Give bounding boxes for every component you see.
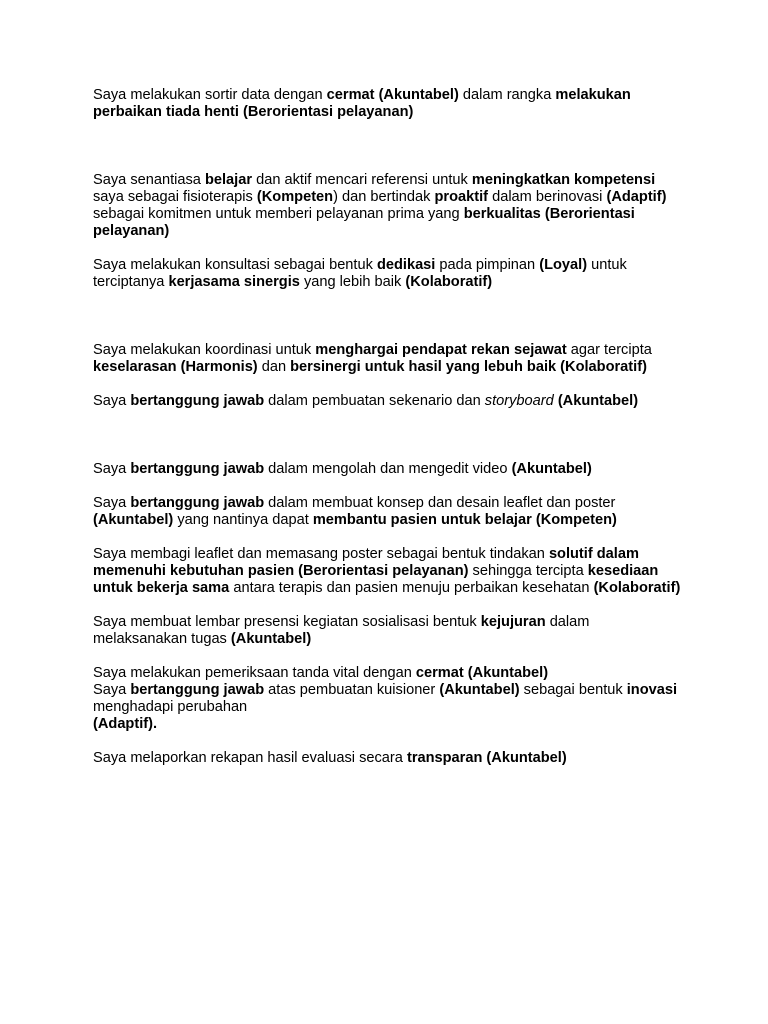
bold-text-run: bersinergi untuk hasil yang lebuh baik (Kolaboratif) <box>290 359 647 375</box>
bold-text-run: inovasi <box>626 682 678 698</box>
paragraph-kuisioner <box>93 682 683 716</box>
bold-text-run: kesediaan untuk bekerja sama <box>93 563 659 596</box>
text-run: Saya <box>93 393 131 409</box>
text-run: antara terapis dan pasien menuju perbaikan kesehatan <box>229 580 594 596</box>
text-run: dan <box>257 359 291 375</box>
text-run: Saya <box>93 682 131 698</box>
text-run: Saya melakukan konsultasi sebagai bentuk <box>93 257 377 273</box>
text-run: saya sebagai fisioterapis <box>93 189 257 205</box>
bold-text-run: keselarasan (Harmonis) <box>93 359 258 375</box>
paragraph-gap <box>93 733 683 750</box>
paragraph-membagi-leaflet <box>93 546 683 597</box>
bold-text-run: meningkatkan kompetensi <box>471 172 656 188</box>
bold-text-run: kerjasama sinergis <box>168 274 300 290</box>
bold-text-run: (Adaptif) <box>606 189 667 205</box>
paragraph-evaluasi <box>93 750 683 767</box>
text-run: agar tercipta <box>566 342 652 358</box>
paragraph-gap <box>93 648 683 665</box>
bold-text-run: bertanggung jawab <box>130 393 265 409</box>
text-run: Saya melaporkan rekapan hasil evaluasi secara <box>93 750 407 766</box>
italic-text-run: storyboard <box>484 393 554 409</box>
paragraph-belajar <box>93 172 683 240</box>
bold-text-run: (Akuntabel) <box>230 631 312 647</box>
text-run: dalam berinovasi <box>488 189 607 205</box>
text-run: yang lebih baik <box>299 274 406 290</box>
bold-text-run: (Kolaboratif) <box>405 274 493 290</box>
bold-text-run: berkualitas (Berorientasi pelayanan) <box>93 206 635 239</box>
paragraph-presensi <box>93 614 683 648</box>
text-run: dalam melaksanakan tugas <box>93 614 590 647</box>
text-run: ) dan bertindak <box>333 189 435 205</box>
bold-text-run: melakukan perbaikan tiada henti (Berorientasi pelayanan) <box>93 87 631 120</box>
text-run: dan aktif mencari referensi untuk <box>252 172 472 188</box>
bold-text-run: bertanggung jawab <box>130 682 265 698</box>
bold-text-run: (Akuntabel) <box>439 682 520 698</box>
paragraph-gap <box>93 376 683 393</box>
bold-text-run: bertanggung jawab <box>130 461 265 477</box>
bold-text-run: dedikasi <box>376 257 436 273</box>
text-run: Saya melakukan sortir data dengan <box>93 87 327 103</box>
text-run: pada pimpinan <box>435 257 540 273</box>
text-run: Saya <box>93 461 131 477</box>
bold-text-run: belajar <box>204 172 253 188</box>
text-run: Saya melakukan pemeriksaan tanda vital dengan <box>93 665 416 681</box>
paragraph-video <box>93 461 683 478</box>
text-run: sehingga tercipta <box>468 563 588 579</box>
text-run: Saya membagi leaflet dan memasang poster sebagai bentuk tindakan <box>93 546 549 562</box>
text-run: yang nantinya dapat <box>173 512 313 528</box>
paragraph-konsultasi <box>93 257 683 291</box>
text-run: Saya <box>93 495 131 511</box>
paragraph-sortir-data <box>93 87 683 121</box>
bold-text-run: membantu pasien untuk belajar (Kompeten) <box>312 512 617 528</box>
text-run: dalam rangka <box>458 87 556 103</box>
paragraph-gap <box>93 291 683 342</box>
bold-text-run: proaktif <box>434 189 489 205</box>
text-run: dalam membuat konsep dan desain leaflet dan poster <box>264 495 616 511</box>
text-run: sebagai komitmen untuk memberi pelayanan prima yang <box>93 206 464 222</box>
text-run: dalam mengolah dan mengedit video <box>264 461 512 477</box>
text-run: Saya melakukan koordinasi untuk <box>93 342 316 358</box>
bold-text-run: transparan (Akuntabel) <box>406 750 567 766</box>
paragraph-gap <box>93 597 683 614</box>
bold-text-run: (Loyal) <box>539 257 588 273</box>
text-run: menghadapi perubahan <box>93 699 248 715</box>
paragraph-gap <box>93 121 683 172</box>
bold-text-run: (Kompeten <box>256 189 334 205</box>
text-run: untuk terciptanya <box>93 257 627 290</box>
bold-text-run: bertanggung jawab <box>130 495 265 511</box>
paragraph-adaptif <box>93 716 683 733</box>
text-run: sebagai bentuk <box>519 682 627 698</box>
text-run: dalam pembuatan sekenario dan <box>264 393 485 409</box>
bold-text-run: (Adaptif). <box>93 716 158 732</box>
bold-text-run: (Kolaboratif) <box>593 580 681 596</box>
bold-text-run: cermat (Akuntabel) <box>415 665 549 681</box>
bold-text-run: menghargai pendapat rekan sejawat <box>315 342 567 358</box>
bold-text-run: (Akuntabel) <box>511 461 592 477</box>
bold-text-run: kejujuran <box>480 614 546 630</box>
bold-text-run: (Akuntabel) <box>93 512 174 528</box>
bold-text-run: solutif dalam memenuhi kebutuhan pasien (Berorientasi pelayanan) <box>93 546 639 579</box>
paragraph-gap <box>93 240 683 257</box>
bold-text-run: (Akuntabel) <box>557 393 639 409</box>
document-page <box>93 87 683 767</box>
paragraph-sekenario <box>93 393 683 410</box>
paragraph-koordinasi <box>93 342 683 376</box>
paragraph-gap <box>93 410 683 461</box>
paragraph-gap <box>93 529 683 546</box>
paragraph-tanda-vital <box>93 665 683 682</box>
text-run: atas pembuatan kuisioner <box>264 682 440 698</box>
text-run: Saya membuat lembar presensi kegiatan sosialisasi bentuk <box>93 614 481 630</box>
text-run: Saya senantiasa <box>93 172 205 188</box>
paragraph-gap <box>93 478 683 495</box>
bold-text-run: cermat (Akuntabel) <box>326 87 459 103</box>
paragraph-leaflet-poster <box>93 495 683 529</box>
